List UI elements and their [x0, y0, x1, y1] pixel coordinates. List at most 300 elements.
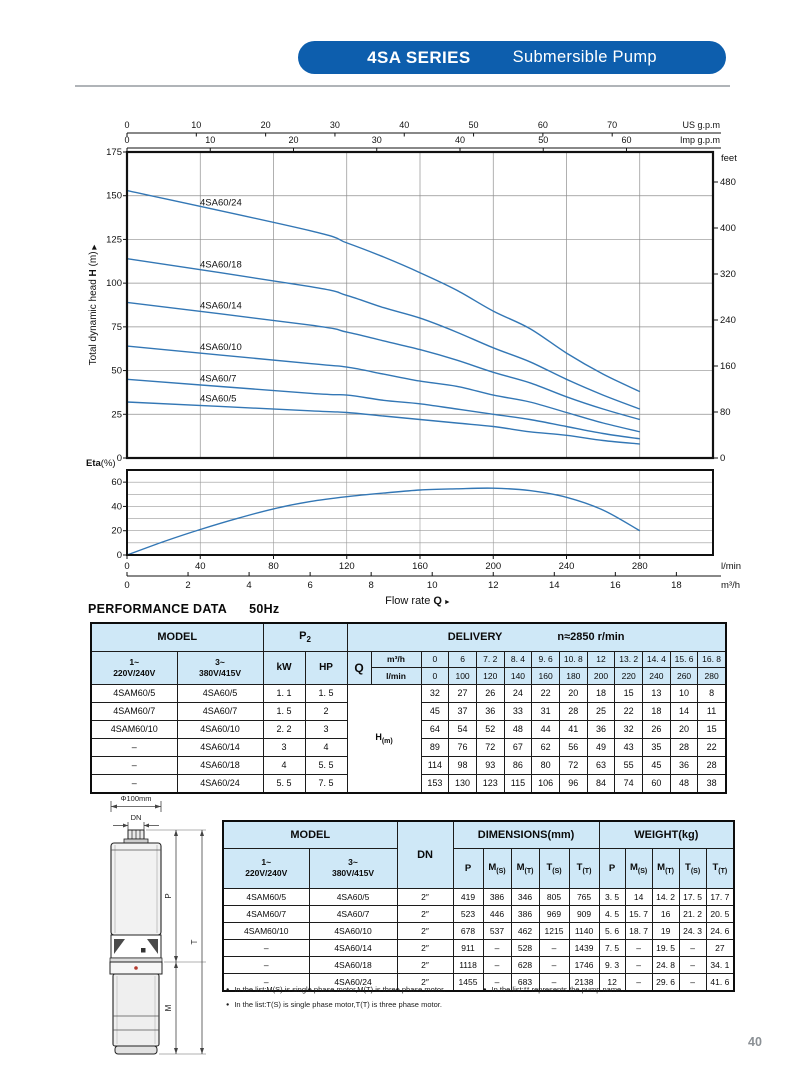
top-axis-tick-label: 20 [288, 135, 299, 145]
weight-cell: 20. 5 [706, 905, 734, 922]
head-value-cell: 62 [532, 738, 560, 756]
sub-dim-header [599, 848, 625, 888]
weight-cell: 9. 3 [599, 956, 625, 973]
dimension-cell: – [539, 939, 569, 956]
model1-cell: – [91, 756, 177, 774]
dimension-arrows [174, 830, 204, 1054]
weight-cell: 27 [706, 939, 734, 956]
m3h-unit-header: m³/h [371, 651, 421, 667]
model3-cell: 4SA60/24 [177, 774, 263, 793]
dimension-cell: 683 [511, 973, 539, 991]
model1-cell: – [223, 973, 309, 991]
dn-header: DN [397, 821, 453, 888]
top-axis-tick-label: 0 [124, 120, 130, 130]
sub-dim-header [679, 848, 706, 888]
q-lmin-value: 240 [643, 667, 671, 684]
head-value-cell: 72 [476, 738, 504, 756]
dimension-cell: – [483, 939, 511, 956]
weight-cell: 16 [652, 905, 679, 922]
dimension-cell: 911 [453, 939, 483, 956]
head-value-cell: 45 [421, 702, 449, 720]
q-lmin-value: 260 [670, 667, 698, 684]
head-value-cell: 130 [449, 774, 477, 793]
weight-cell: 24. 3 [679, 922, 706, 939]
eta-tick-label: 20 [111, 525, 122, 537]
head-value-cell: 60 [643, 774, 671, 793]
head-value-cell: 89 [421, 738, 449, 756]
sub-dim-header [511, 848, 539, 888]
footnote-line-2 [226, 1000, 736, 1009]
weight-cell: 14 [625, 888, 652, 905]
q-m3h-value: 9. 6 [532, 651, 560, 667]
y-axis-tick-label: 100 [106, 278, 122, 290]
head-value-cell: 114 [421, 756, 449, 774]
symbol-sub: (S) [637, 867, 648, 875]
head-value-cell: 32 [421, 684, 449, 702]
arrow-icon [144, 824, 149, 828]
top-axis-tick-label: 0 [124, 135, 130, 145]
series-title: 4SA SERIES [367, 47, 471, 67]
hp-cell: 5. 5 [305, 756, 347, 774]
head-value-cell: 64 [421, 720, 449, 738]
head-value-cell: 56 [559, 738, 587, 756]
dimension-cell: – [483, 973, 511, 991]
model1-cell: 4SAM60/10 [91, 720, 177, 738]
dimension-cell: 909 [569, 905, 599, 922]
x2-axis-tick-label: 4 [246, 580, 252, 591]
x2-axis-unit-label: m³/h [721, 580, 740, 591]
head-value-cell: 36 [587, 720, 615, 738]
x2-axis-tick-label: 10 [426, 580, 438, 591]
model1-cell: – [223, 939, 309, 956]
top-axis-tick-label: 60 [537, 120, 548, 130]
head-value-cell: 13 [643, 684, 671, 702]
header-line: 1~ [129, 656, 140, 667]
right-axis-tick-label: 480 [720, 177, 736, 188]
weight-cell: – [625, 973, 652, 991]
head-value-cell: 80 [532, 756, 560, 774]
model1-cell: 4SAM60/5 [223, 888, 309, 905]
dn-cell: 2″ [397, 922, 453, 939]
x-axis-tick-label: 0 [124, 561, 130, 572]
dimension-cell: 805 [539, 888, 569, 905]
head-value-cell: 28 [670, 738, 698, 756]
p2-header [263, 623, 347, 651]
head-value-cell: 44 [532, 720, 560, 738]
header-line: 380V/415V [331, 868, 375, 878]
head-value-cell: 63 [587, 756, 615, 774]
dimension-cell: 419 [453, 888, 483, 905]
right-axis-tick-label: 160 [720, 361, 736, 372]
weight-cell: – [625, 956, 652, 973]
footnote-motor-t: In the list:T(S) is single phase motor,T(T) is three phase motor. [234, 1000, 442, 1009]
top-axis-tick-label: 60 [621, 135, 632, 145]
kw-header: kW [263, 651, 305, 684]
head-value-cell: 28 [698, 756, 726, 774]
model3-cell: 4SA60/5 [177, 684, 263, 702]
top-axis-tick-label: 40 [399, 120, 410, 130]
y-axis-tick-label: 75 [111, 321, 122, 333]
series-subtitle: Submersible Pump [512, 48, 657, 66]
head-value-cell: 35 [643, 738, 671, 756]
head-value-cell: 26 [643, 720, 671, 738]
dimension-cell: 1439 [569, 939, 599, 956]
q-m3h-value: 8. 4 [504, 651, 532, 667]
head-value-cell: 98 [449, 756, 477, 774]
curve-label: 4SA60/7 [200, 373, 237, 385]
y-axis-tick-label: 175 [106, 147, 122, 158]
header-line: 380V/415V [198, 667, 242, 678]
x-axis-tick-label: 280 [631, 561, 648, 572]
y-axis-tick-label: 125 [106, 234, 122, 246]
arrow-right-icon [155, 805, 161, 809]
pump-body [110, 830, 162, 1054]
head-value-cell: 54 [449, 720, 477, 738]
x-axis-tick-label: 240 [558, 561, 575, 572]
curve-label: 4SA60/5 [200, 393, 237, 405]
top-axis-tick-label: 20 [260, 120, 271, 130]
dimension-cell: 628 [511, 956, 539, 973]
delivery-header-text: n≈2850 r/min [557, 631, 625, 644]
model-header: MODEL [91, 623, 263, 651]
footnote-line-1 [226, 985, 736, 994]
weight-cell: 18. 7 [625, 922, 652, 939]
dn-cell: 2″ [397, 956, 453, 973]
weight-cell: 21. 2 [679, 905, 706, 922]
model1-cell: 4SAM60/7 [223, 905, 309, 922]
single-phase-header [91, 651, 177, 684]
header-line: 220V/240V [113, 667, 156, 678]
dimension-cell: 523 [453, 905, 483, 922]
model3-cell: 4SA60/10 [177, 720, 263, 738]
dimension-cell: 969 [539, 905, 569, 922]
three-phase-header [309, 848, 397, 888]
symbol-sub: (S) [552, 867, 562, 875]
head-unit-cell [347, 684, 421, 793]
page-number: 40 [748, 1035, 762, 1049]
dim-p-label: P [164, 893, 173, 899]
head-value-cell: 27 [449, 684, 477, 702]
dimension-cell: 1118 [453, 956, 483, 973]
dimensions-header: DIMENSIONS(mm) [453, 821, 599, 848]
head-value-cell: 36 [670, 756, 698, 774]
symbol-sub: (S) [496, 867, 506, 875]
x-axis-tick-label: 200 [485, 561, 502, 572]
symbol-base: T [546, 861, 553, 873]
dim-t-label: T [190, 939, 199, 945]
head-value-cell: 153 [421, 774, 449, 793]
model1-cell: 4SAM60/5 [91, 684, 177, 702]
q-m3h-value: 13. 2 [615, 651, 643, 667]
head-value-cell: 67 [504, 738, 532, 756]
head-value-cell: 36 [476, 702, 504, 720]
head-value-cell: 26 [476, 684, 504, 702]
kw-cell: 2. 2 [263, 720, 305, 738]
head-value-cell: 43 [615, 738, 643, 756]
hp-header: HP [305, 651, 347, 684]
weight-cell: 41. 6 [706, 973, 734, 991]
q-lmin-value: 280 [698, 667, 726, 684]
dimension-cell: 678 [453, 922, 483, 939]
symbol-sub: (T) [665, 867, 675, 875]
symbol-sub: (T) [718, 867, 728, 875]
dimension-cell: 386 [483, 888, 511, 905]
dimension-cell: 462 [511, 922, 539, 939]
head-value-cell: 18 [643, 702, 671, 720]
dn-label: DN [130, 813, 142, 822]
head-value-cell: 32 [615, 720, 643, 738]
head-value-cell: 115 [504, 774, 532, 793]
right-axis-tick-label: 320 [720, 269, 736, 280]
curve-label: 4SA60/18 [200, 259, 242, 271]
head-value-cell: 31 [532, 702, 560, 720]
curve-label: 4SA60/14 [200, 300, 242, 312]
hp-cell: 3 [305, 720, 347, 738]
head-value-cell: 10 [670, 684, 698, 702]
eta-tick-label: 40 [111, 501, 122, 513]
head-value-cell: 93 [476, 756, 504, 774]
model3-cell: 4SA60/18 [309, 956, 397, 973]
performance-data-title [88, 602, 279, 616]
arrow-icon [123, 824, 128, 828]
q-lmin-value: 0 [421, 667, 449, 684]
arrow-left-icon [111, 805, 117, 809]
x2-axis-tick-label: 16 [610, 580, 621, 591]
right-axis-tick-label: 80 [720, 407, 731, 418]
right-axis-unit-label: feet [721, 153, 737, 164]
head-value-cell: 22 [698, 738, 726, 756]
weight-cell: – [679, 956, 706, 973]
x2-axis-tick-label: 0 [124, 580, 130, 591]
dimensions-table [222, 820, 735, 992]
dimension-cell: 765 [569, 888, 599, 905]
x2-axis-tick-label: 2 [185, 580, 191, 591]
q-lmin-value: 220 [615, 667, 643, 684]
model3-cell: 4SA60/14 [309, 939, 397, 956]
model1-cell: – [91, 738, 177, 756]
head-value-cell: 22 [532, 684, 560, 702]
dimension-cell: 1746 [569, 956, 599, 973]
dimension-cell: 2138 [569, 973, 599, 991]
performance-chart [72, 115, 772, 615]
head-value-cell: 14 [670, 702, 698, 720]
top-axis-tick-label: 30 [371, 135, 382, 145]
x2-axis-tick-label: 6 [307, 580, 313, 591]
symbol-sub: (T) [524, 867, 534, 875]
diameter-label: Φ100mm [120, 794, 152, 803]
head-value-cell: 24 [504, 684, 532, 702]
symbol-base: P [299, 630, 307, 643]
weight-cell: 5. 6 [599, 922, 625, 939]
q-m3h-value: 7. 2 [476, 651, 504, 667]
head-value-cell: 123 [476, 774, 504, 793]
frequency-label: 50Hz [249, 602, 280, 616]
eta-axis-title: Eta(%) [86, 458, 116, 469]
x-axis-tick-label: 40 [194, 561, 206, 572]
header-line: 1~ [261, 857, 272, 868]
performance-data-label: PERFORMANCE DATA [88, 602, 228, 616]
head-value-cell: 72 [559, 756, 587, 774]
head-value-cell: 74 [615, 774, 643, 793]
symbol-base: P [464, 862, 472, 874]
bullet-icon: ● [226, 1002, 230, 1008]
q-m3h-value: 0 [421, 651, 449, 667]
single-phase-header [223, 848, 309, 888]
dim-m-label: M [164, 1004, 173, 1012]
q-m3h-value: 12 [587, 651, 615, 667]
pump-diagram [84, 792, 229, 1064]
kw-cell: 4 [263, 756, 305, 774]
weight-cell: 4. 5 [599, 905, 625, 922]
hp-cell: 4 [305, 738, 347, 756]
model3-cell: 4SA60/24 [309, 973, 397, 991]
model1-cell: 4SAM60/10 [223, 922, 309, 939]
q-lmin-value: 120 [476, 667, 504, 684]
top-axis-tick-label: 10 [205, 135, 216, 145]
bullet-icon: ● [226, 987, 230, 993]
symbol-base: T [685, 861, 691, 873]
y-axis-tick-label: 50 [111, 365, 122, 377]
dimension-cell: 1140 [569, 922, 599, 939]
weight-cell: 17. 7 [706, 888, 734, 905]
dimension-cell: 1455 [453, 973, 483, 991]
head-value-cell: 52 [476, 720, 504, 738]
weight-cell: 29. 6 [652, 973, 679, 991]
model3-cell: 4SA60/7 [309, 905, 397, 922]
right-axis-tick-label: 400 [720, 223, 736, 234]
model1-cell: – [91, 774, 177, 793]
sub-dim-header [569, 848, 599, 888]
symbol-sub: 2 [306, 635, 311, 645]
y-axis-tick-label: 150 [106, 190, 122, 202]
dn-cell: 2″ [397, 973, 453, 991]
footnotes [226, 985, 736, 1015]
hp-cell: 7. 5 [305, 774, 347, 793]
y-axis-tick-label: 25 [111, 409, 122, 421]
symbol-base: M [488, 861, 497, 873]
head-value-cell: 45 [643, 756, 671, 774]
dimension-cell: 537 [483, 922, 511, 939]
q-lmin-value: 160 [532, 667, 560, 684]
weight-header: WEIGHT(kg) [599, 821, 734, 848]
dimension-cell: 1215 [539, 922, 569, 939]
model3-cell: 4SA60/18 [177, 756, 263, 774]
q-lmin-value: 200 [587, 667, 615, 684]
sub-dim-header [453, 848, 483, 888]
weight-cell: 19. 5 [652, 939, 679, 956]
bullet-icon: ● [483, 987, 487, 993]
kw-cell: 5. 5 [263, 774, 305, 793]
dn-dimension [113, 822, 159, 830]
q-m3h-value: 6 [449, 651, 477, 667]
weight-cell: 3. 5 [599, 888, 625, 905]
hp-cell: 1. 5 [305, 684, 347, 702]
model-header: MODEL [223, 821, 397, 848]
dimension-cell: 386 [511, 905, 539, 922]
symbol-base: T [576, 861, 583, 873]
top-axis-tick-label: 50 [468, 120, 479, 130]
delivery-header [347, 623, 726, 651]
head-value-cell: 48 [504, 720, 532, 738]
series-badge [299, 42, 725, 73]
weight-cell: – [625, 939, 652, 956]
q-header: Q [347, 651, 371, 684]
dimension-cell: 528 [511, 939, 539, 956]
hp-cell: 2 [305, 702, 347, 720]
dimension-cell: 446 [483, 905, 511, 922]
weight-cell: 34. 1 [706, 956, 734, 973]
symbol-base: M [657, 861, 666, 873]
head-value-cell: 84 [587, 774, 615, 793]
dn-cell: 2″ [397, 905, 453, 922]
curve-label: 4SA60/10 [200, 341, 242, 353]
x-axis-tick-label: 80 [268, 561, 279, 572]
sub-dim-header [539, 848, 569, 888]
eta-tick-label: 0 [116, 550, 122, 561]
model3-cell: 4SA60/14 [177, 738, 263, 756]
symbol-base: H [375, 731, 382, 742]
model1-cell: – [223, 956, 309, 973]
head-value-cell: 37 [449, 702, 477, 720]
right-axis-tick-label: 240 [720, 315, 736, 326]
q-lmin-value: 100 [449, 667, 477, 684]
head-value-cell: 86 [504, 756, 532, 774]
head-value-cell: 20 [559, 684, 587, 702]
model3-cell: 4SA60/5 [309, 888, 397, 905]
weight-cell: 12 [599, 973, 625, 991]
dimension-cell: 346 [511, 888, 539, 905]
weight-cell: 7. 5 [599, 939, 625, 956]
q-lmin-value: 180 [559, 667, 587, 684]
weight-cell: 17. 5 [679, 888, 706, 905]
header-line: 3~ [215, 656, 225, 667]
head-value-cell: 41 [559, 720, 587, 738]
x2-axis-tick-label: 14 [549, 580, 560, 591]
header-line: 3~ [348, 857, 358, 868]
eta-tick-label: 60 [111, 477, 122, 489]
head-value-cell: 76 [449, 738, 477, 756]
kw-cell: 1. 1 [263, 684, 305, 702]
head-value-cell: 33 [504, 702, 532, 720]
top-axis-tick-label: 10 [191, 120, 202, 130]
x2-axis-tick-label: 12 [487, 580, 499, 591]
head-value-cell: 22 [615, 702, 643, 720]
header-divider [75, 85, 730, 87]
x-axis-tick-label: 160 [412, 561, 428, 572]
top-axis-unit-label: Imp g.p.m [679, 135, 720, 145]
head-value-cell: 96 [559, 774, 587, 793]
head-value-cell: 18 [587, 684, 615, 702]
delivery-header-text: DELIVERY [447, 631, 503, 644]
sub-dim-header [625, 848, 652, 888]
sub-dim-header [483, 848, 511, 888]
q-m3h-value: 14. 4 [643, 651, 671, 667]
top-axis-tick-label: 30 [329, 120, 340, 130]
footnote-motor-m: In the list:M(S) is single phase motor,M(T) is three phase motor. [234, 985, 446, 994]
symbol-base: P [608, 862, 616, 874]
symbol-base: M [516, 861, 525, 873]
footnote-pump-name: In the list:** represents the pump name. [491, 985, 624, 994]
head-value-cell: 28 [559, 702, 587, 720]
header-line: 220V/240V [245, 868, 288, 878]
model1-cell: 4SAM60/7 [91, 702, 177, 720]
three-phase-header [177, 651, 263, 684]
head-value-cell: 48 [670, 774, 698, 793]
q-m3h-value: 15. 6 [670, 651, 698, 667]
y-axis-title: Total dynamic head H (m) ▶ [88, 244, 99, 366]
head-value-cell: 11 [698, 702, 726, 720]
dimension-cell: – [483, 956, 511, 973]
